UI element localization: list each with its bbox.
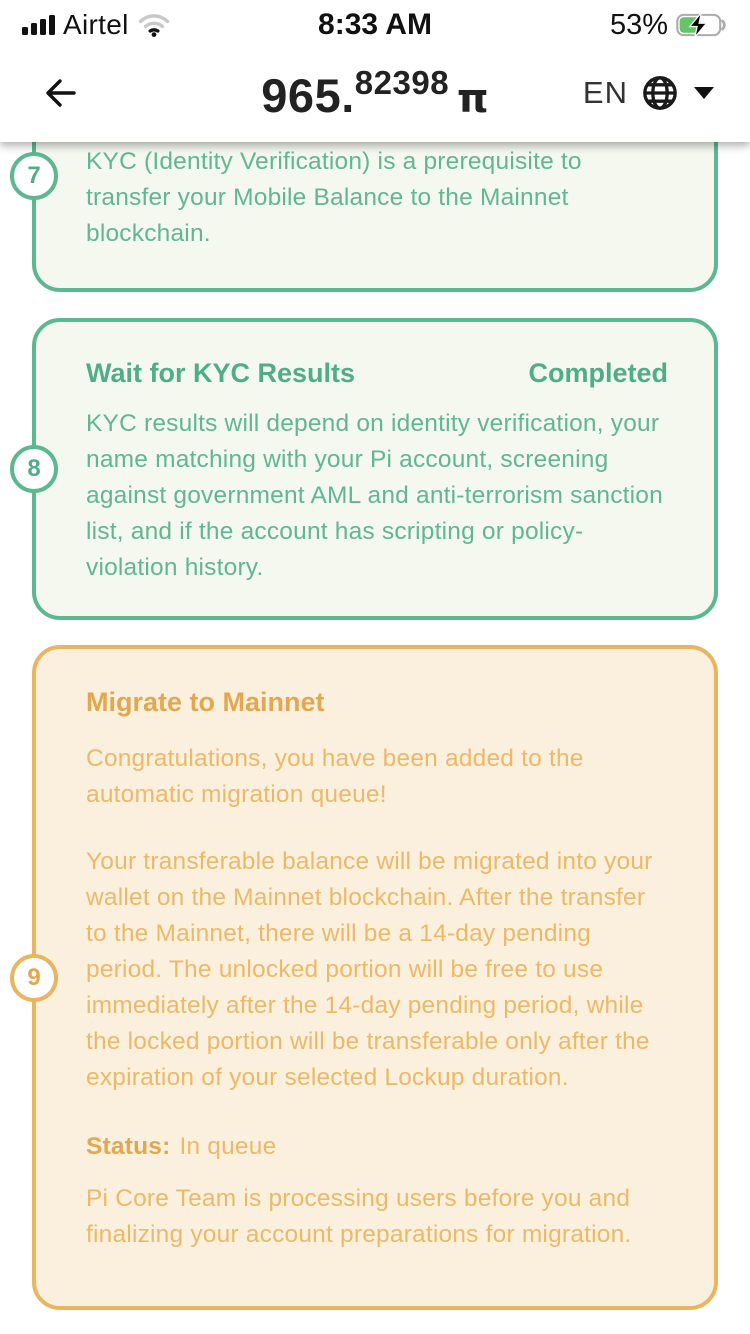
step-9-status-value: In queue [179,1133,277,1160]
balance-fraction: 82398 [354,63,450,101]
wifi-icon [137,12,171,38]
step-9-badge [10,954,58,1002]
checklist-step-8-card [27,318,718,620]
step-8-badge [10,445,58,493]
step-9-title: Migrate to Mainnet [86,687,325,717]
step-7-number: 7 [27,162,41,189]
globe-icon [640,73,680,113]
balance-integer: 965. [261,68,355,122]
step-8-body: KYC results will depend on identity verification, your name matching with your Pi account, screening against government AML and anti-terrorism sanction list, and if the account has scripting or policy-violation history. [86,410,663,581]
step-8-number: 8 [27,455,41,482]
step-7-badge [10,152,58,200]
carrier-label: Airtel [63,9,129,40]
battery-charging-icon [676,12,728,38]
clock: 8:33 AM [318,8,432,41]
step-8-title-row [86,356,668,390]
status-bar [0,0,750,44]
chevron-down-icon [694,87,714,99]
pi-symbol: π [457,75,489,122]
step-9-details: Your transferable balance will be migrated into your wallet on the Mainnet blockchain. After the transfer to the Mainnet, there will be a 14-day pending period. The unlocked portion will be free to use immediately after the 14-day pending period, while the locked portion will be transferable only after the expiration of your selected Lockup duration. [86,848,653,1091]
step-9-footer: Pi Core Team is processing users before you and finalizing your account preparations for migration. [86,1185,632,1248]
back-button[interactable] [36,70,82,116]
cell-signal-icon [22,13,55,37]
step-8-status-badge: Completed [528,358,668,388]
status-bar-left [22,9,171,41]
step-9-status-label: Status: [86,1133,171,1160]
status-bar-right [610,9,728,42]
step-7-body: KYC (Identity Verification) is a prerequisite to transfer your Mobile Balance to the Mainnet blockchain. [86,148,582,247]
app-header [0,44,750,142]
step-9-number: 9 [27,963,41,991]
language-label: EN [582,75,628,110]
checklist-step-9-card [27,645,718,1310]
battery-percent-label: 53% [609,8,668,41]
back-arrow-icon [38,73,80,113]
language-selector[interactable] [583,73,714,113]
step-9-intro: Congratulations, you have been added to the automatic migration queue! [86,745,584,808]
top-bar [0,0,750,142]
step-9-status-line [86,1129,668,1165]
step-8-title: Wait for KYC Results [86,358,356,388]
checklist-content[interactable] [0,142,750,1310]
